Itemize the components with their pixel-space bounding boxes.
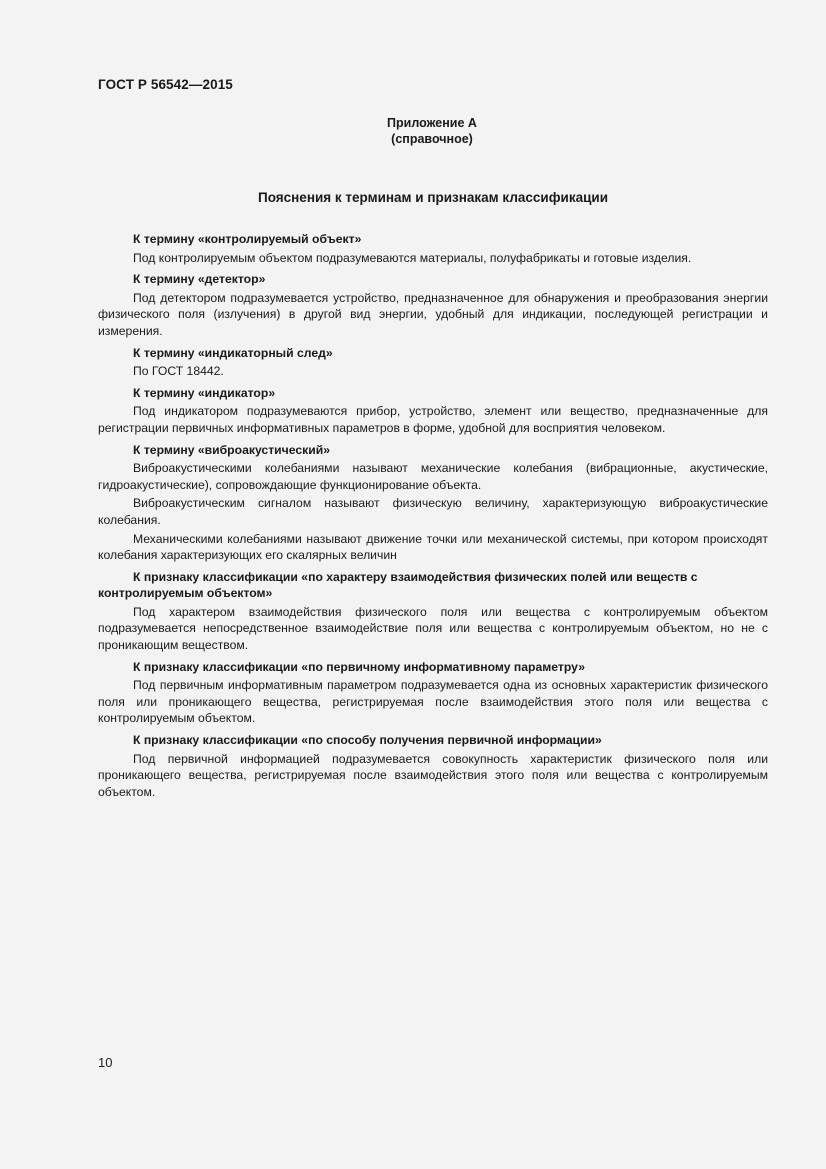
term-heading: К термину «контролируемый объект» <box>133 232 362 246</box>
term-paragraph: Под детектором подразумевается устройство, предназначенное для обнаружения и преобразования энергии физического поля (излучения) в другой вид энергии, удобный для индикации, последующей регистрации и измерения. <box>98 290 768 338</box>
term-paragraph: Виброакустическими колебаниями называют механические колебания (вибрационные, акустические, гидроакустические), сопровождающие функционирование объекта. <box>98 461 768 492</box>
term-heading: К термину «детектор» <box>133 272 266 287</box>
classification-heading: К признаку классификации «по способу получения первичной информации» <box>133 733 602 748</box>
page-number: 10 <box>98 1055 113 1070</box>
document-id-header: ГОСТ Р 56542—2015 <box>98 77 233 92</box>
classification-heading: К признаку классификации «по первичному информативному параметру» <box>133 659 586 674</box>
classification-heading: К признаку классификации «по характеру взаимодействия физических полей или веществ с контролируемым объектом» <box>98 569 698 601</box>
classification-paragraph: Под первичной информацией подразумевается совокупность характеристик физического поля или проникающего вещества, регистрируемая после взаимодействия этого поля или вещества с контролируемым объектом. <box>98 751 768 799</box>
classification-paragraph: Под характером взаимодействия физического поля или вещества с контролируемым объектом подразумевается непосредственное взаимодействие поля или вещества с контролируемым объектом, но не с проникающим веществом. <box>98 604 768 653</box>
term-heading: К термину «индикаторный след» <box>133 345 333 360</box>
annex-heading <box>300 115 564 147</box>
term-paragraph: Под контролируемым объектом подразумеваются материалы, полуфабрикаты и готовые изделия. <box>133 250 692 265</box>
term-paragraph: Виброакустическим сигналом называют физическую величину, характеризующую виброакустические колебания. <box>98 496 768 527</box>
term-paragraph: Механическими колебаниями называют движение точки или механической системы, при котором происходят колебания характеризующих его скалярных величин <box>98 531 768 563</box>
explanations-list <box>98 231 768 802</box>
term-heading: К термину «индикатор» <box>133 385 276 400</box>
section-title: Пояснения к терминам и признакам классификации <box>258 190 608 205</box>
term-paragraph: Под индикатором подразумеваются прибор, устройство, элемент или вещество, предназначенные для регистрации первичных информативных параметров в форме, удобной для восприятия человеком. <box>98 404 768 435</box>
term-heading: К термину «виброакустический» <box>133 442 330 457</box>
term-paragraph: По ГОСТ 18442. <box>133 364 224 379</box>
annex-subtitle: (справочное) <box>391 132 473 146</box>
classification-paragraph: Под первичным информативным параметром подразумевается одна из основных характеристик физического поля или проникающего вещества, регистрируемая после взаимодействия этого поля или вещества с контролируемым объектом. <box>98 678 768 726</box>
annex-title: Приложение А <box>387 116 477 130</box>
